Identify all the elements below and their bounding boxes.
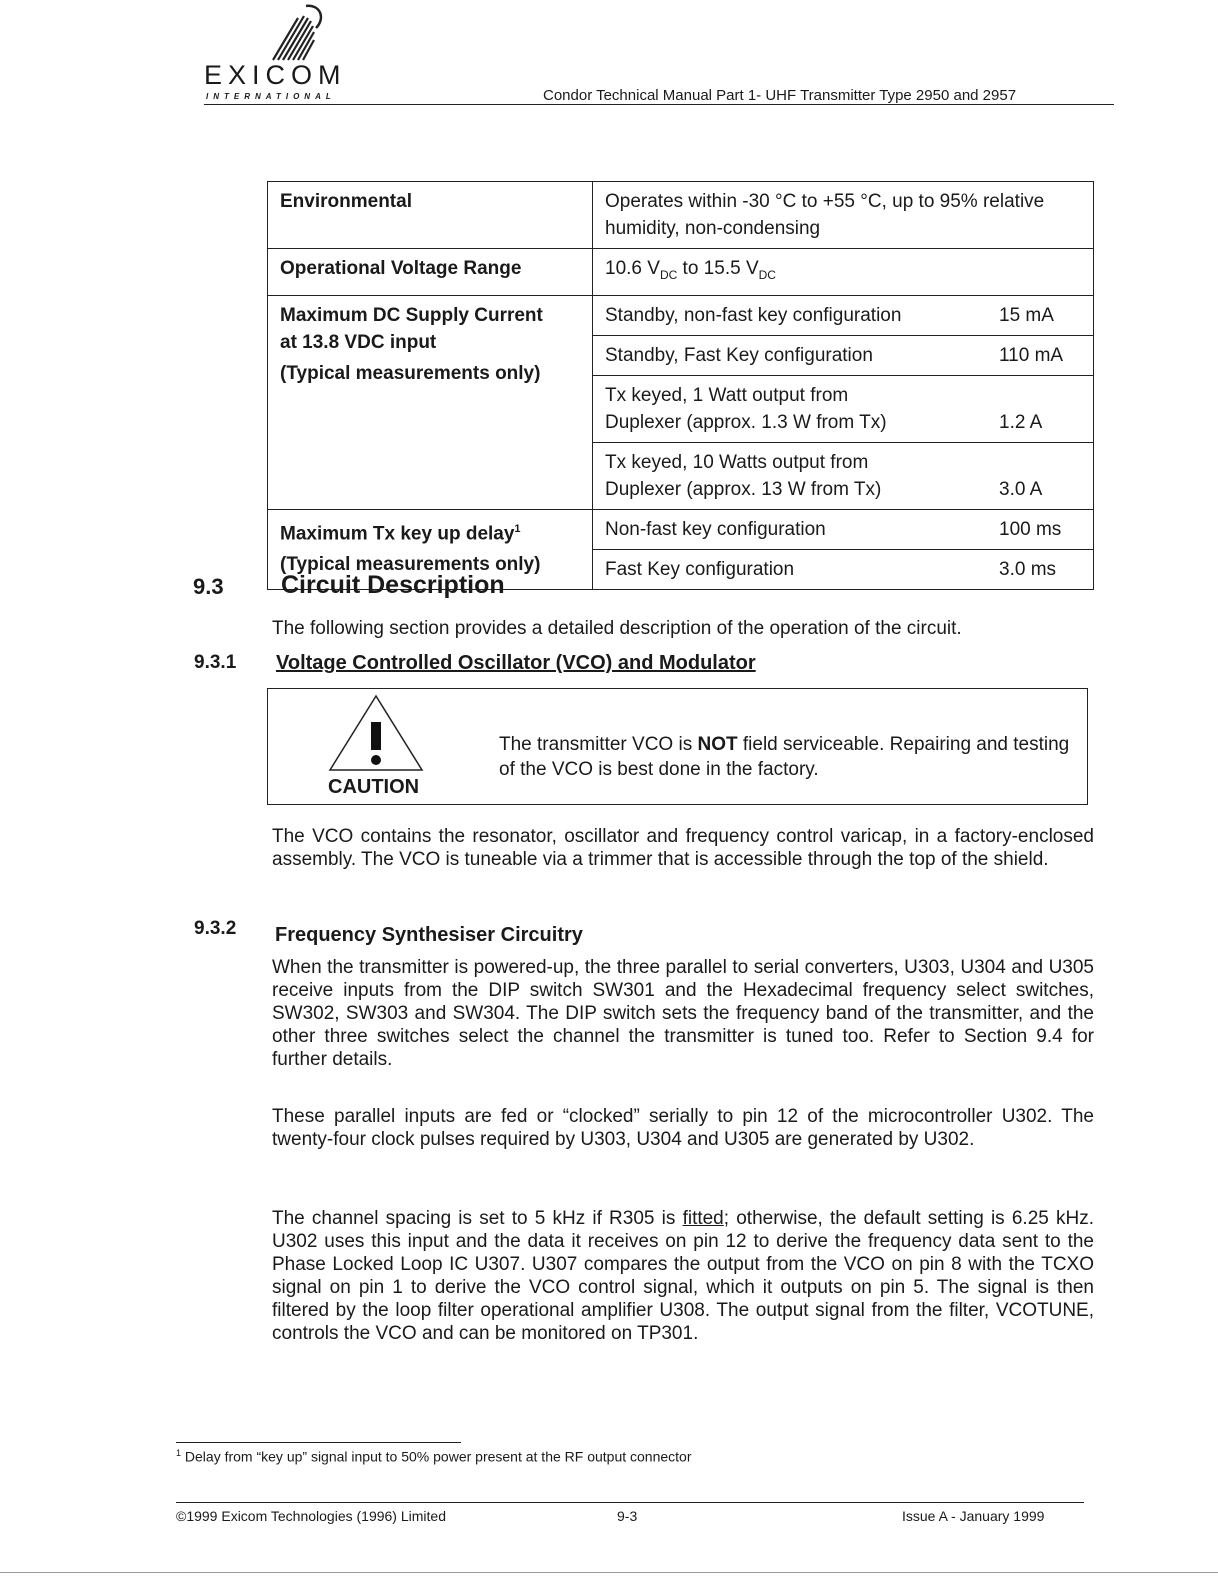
page-edge-line [0,1572,1218,1573]
current-label-line: Maximum DC Supply Current [280,304,543,326]
footnote-mark: 1 [176,1448,182,1458]
footer-page-number: 9-3 [617,1508,638,1524]
delay-row [593,509,1094,549]
subsection-title: Frequency Synthesiser Circuitry [275,924,583,946]
caution-text [499,732,1084,782]
company-subtitle: INTERNATIONAL [206,92,336,101]
current-label-line: (Typical measurements only) [280,362,541,384]
delay-value: 100 ms [999,518,1062,540]
condition-text: Non-fast key configuration [605,518,826,540]
current-value: 110 mA [999,344,1064,366]
footnote-divider [176,1442,461,1443]
footer-issue: Issue A - January 1999 [902,1508,1045,1524]
current-row [593,442,1094,509]
vco-paragraph: The VCO contains the resonator, oscillator and frequency control varicap, in a factory-enclosed assembly. The VCO is tuneable via a trimmer that is accessible through the top of the shield. [272,826,1094,870]
caution-text-part: The transmitter VCO is [499,734,698,755]
current-row [593,295,1094,335]
table-row [268,509,1094,549]
condition-text: Tx keyed, 10 Watts output from [605,451,869,473]
delay-row [593,549,1094,589]
header-divider [204,104,1114,105]
voltage-min: 10.6 V [605,258,660,279]
subsection-number: 9.3.2 [194,918,237,939]
subsection-title: Voltage Controlled Oscillator (VCO) and Modulator [276,652,756,674]
manual-title: Condor Technical Manual Part 1- UHF Transmitter Type 2950 and 2957 [543,87,1017,104]
condition-text: Fast Key configuration [605,558,795,580]
current-label [268,295,593,509]
condition-text: Standby, non-fast key configuration [605,304,902,326]
paragraph-text: The channel spacing is set to 5 kHz if R305 is [272,1208,683,1229]
paragraph-underlined: fitted [682,1208,724,1229]
section-title: Circuit Description [281,571,505,599]
current-row [593,335,1094,375]
footer-divider [176,1502,1084,1503]
synth-paragraph-1: When the transmitter is powered-up, the three parallel to serial converters, U303, U304 and U305 receive inputs from the DIP switch SW301 and the Hexadecimal frequency select switches, SW302, SW303 and SW304. The DIP switch sets the frequency band of the transmitter, and the other three switches select the channel the transmitter is tuned too. Refer to Section 9.4 for further details. [272,957,1094,1070]
footer-copyright: ©1999 Exicom Technologies (1996) Limited [176,1508,446,1524]
current-value: 15 mA [999,304,1054,326]
company-name: EXICOM [204,60,347,90]
delay-label-line: (Typical measurements only) [280,554,541,576]
delay-label-line: Maximum Tx key up delay [280,523,515,545]
table-row [268,295,1094,335]
current-label-line: at 13.8 VDC input [280,331,437,353]
synth-paragraph-3 [272,1207,1094,1345]
synth-paragraph-2: These parallel inputs are fed or “clocked” serially to pin 12 of the microcontroller U302. The twenty-four clock pulses required by U303, U304 and U305 are generated by U302. [272,1106,1094,1150]
environmental-label: Environmental [268,182,593,249]
environmental-value: Operates within -30 °C to +55 °C, up to 95% relative humidity, non-condensing [593,182,1094,249]
current-value: 1.2 A [999,411,1043,433]
condition-text: Duplexer (approx. 1.3 W from Tx) [605,411,887,433]
footnote [176,1448,692,1465]
voltage-unit-sub: DC [758,267,776,282]
voltage-unit-sub: DC [659,267,678,282]
warning-triangle-icon [326,692,426,774]
paragraph-text: ; otherwise, the default setting is 6.25 kHz. U302 uses this input and the data it receives on pin 12 to derive the frequency data sent to the Phase Locked Loop IC U307. U307 compares the output from the VCO on pin 8 with the TCXO signal on pin 1 to derive the VCO control signal, which it outputs on pin 5. The signal is then filtered by the loop filter operational amplifier U308. The output signal from the filter, VCOTUNE, controls the VCO and can be monitored on TP301. [272,1208,1095,1344]
spec-table [267,181,1094,590]
table-row [268,182,1094,249]
condition-text: Standby, Fast Key configuration [605,344,873,366]
section-number: 9.3 [193,574,224,599]
delay-value: 3.0 ms [999,558,1057,580]
subsection-number: 9.3.1 [194,652,237,673]
condition-text: Tx keyed, 1 Watt output from [605,384,849,406]
section-intro: The following section provides a detailed description of the operation of the circuit. [272,618,962,639]
caution-emphasis: NOT [697,734,738,755]
voltage-label: Operational Voltage Range [268,249,593,296]
caution-text-part: field serviceable. Repairing and testing of the VCO is best done in the factory. [499,734,1070,780]
voltage-max: to 15.5 V [677,258,759,279]
table-row [268,249,1094,296]
footnote-text: Delay from “key up” signal input to 50% power present at the RF output connector [184,1448,692,1465]
exicom-logo-icon [248,2,328,64]
current-value: 3.0 A [999,478,1043,500]
voltage-value [593,249,1094,296]
current-row [593,375,1094,442]
condition-text: Duplexer (approx. 13 W from Tx) [605,478,882,500]
caution-label: CAUTION [328,776,420,798]
footnote-mark: 1 [514,522,521,535]
